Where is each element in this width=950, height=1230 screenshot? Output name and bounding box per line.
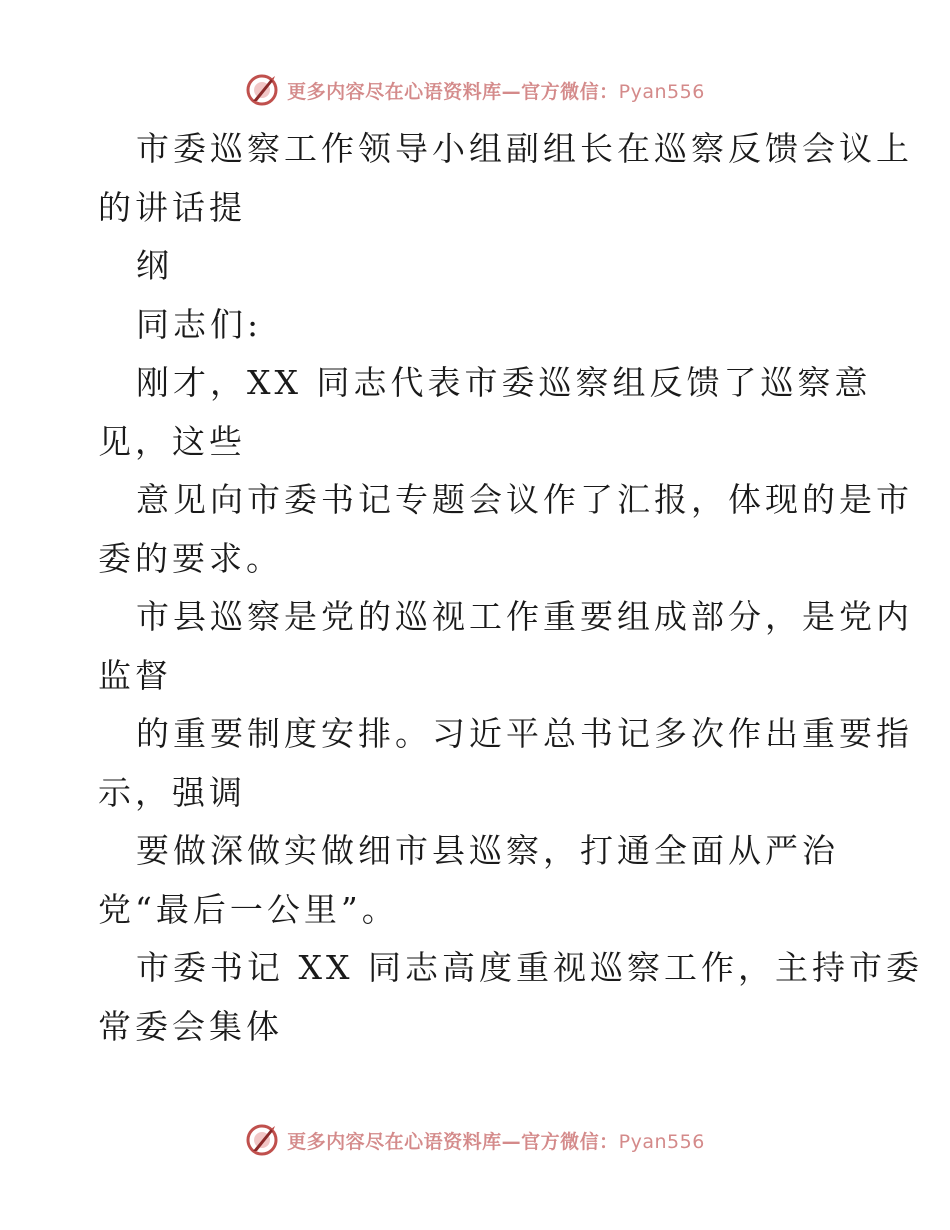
header-watermark-text: 更多内容尽在心语资料库—官方微信：Pyan556 [287, 80, 705, 103]
body-line: 示，强调 [98, 772, 246, 812]
body-line: 党“最后一公里”。 [98, 889, 399, 929]
body-line: 纲 [136, 246, 173, 285]
body-line: 委的要求。 [98, 538, 283, 578]
body-line: 的重要制度安排。习近平总书记多次作出重要指 [136, 714, 913, 753]
body-line: 见，这些 [98, 421, 246, 461]
body-line: 意见向市委书记专题会议作了汇报，体现的是市 [136, 480, 913, 519]
body-line: 市委书记 XX 同志高度重视巡察工作，主持市委 [136, 948, 923, 987]
header-watermark-banner [0, 70, 950, 110]
body-line: 市委巡察工作领导小组副组长在巡察反馈会议上 [136, 129, 913, 168]
body-line: 要做深做实做细市县巡察，打通全面从严治 [136, 831, 839, 870]
footer-watermark-banner [0, 1120, 950, 1160]
body-line: 同志们: [136, 304, 263, 344]
quill-logo-icon [245, 1123, 279, 1157]
footer-watermark-text: 更多内容尽在心语资料库—官方微信：Pyan556 [287, 1130, 705, 1153]
body-line: 刚才，XX 同志代表市委巡察组反馈了巡察意 [136, 363, 872, 402]
body-line: 的讲话提 [98, 187, 246, 227]
body-line: 市县巡察是党的巡视工作重要组成部分，是党内 [136, 597, 913, 636]
body-line: 常委会集体 [98, 1006, 283, 1046]
document-body [98, 120, 923, 1056]
body-line: 监督 [98, 655, 172, 695]
quill-logo-icon [245, 73, 279, 107]
